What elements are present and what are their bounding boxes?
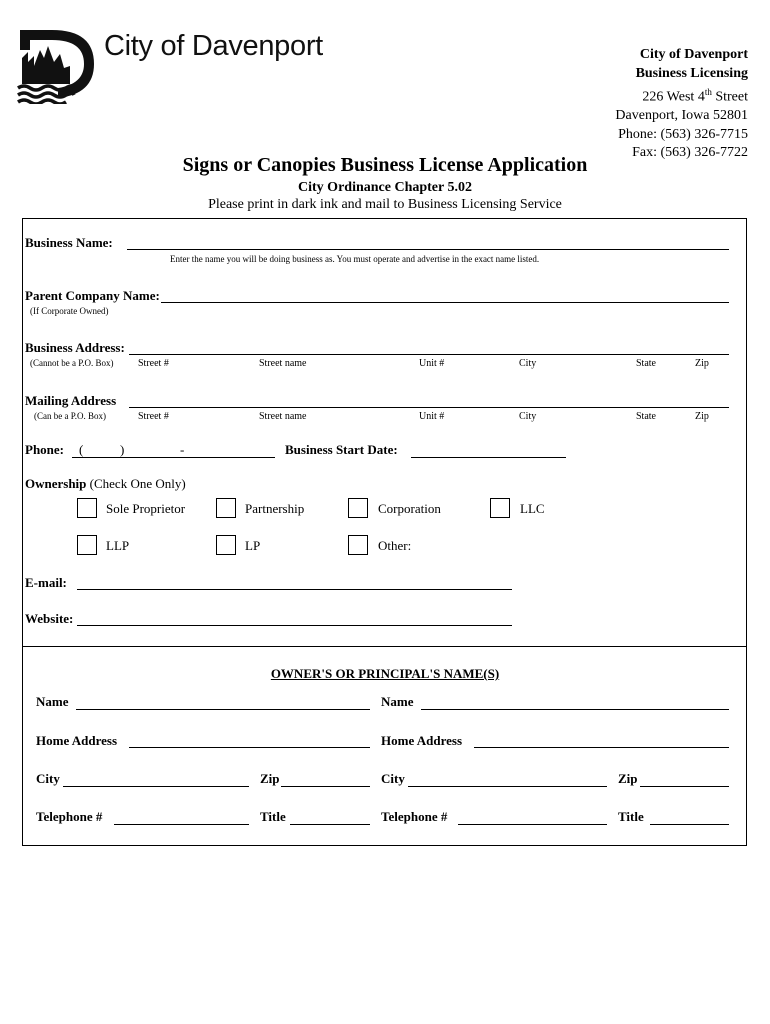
ma-col-street-num: Street # bbox=[138, 411, 169, 422]
ma-col-zip: Zip bbox=[695, 411, 709, 422]
logo-wordmark: City of Davenport bbox=[104, 30, 323, 62]
parent-company-field[interactable] bbox=[161, 302, 729, 303]
owner1-city-field[interactable] bbox=[63, 786, 249, 787]
owner1-name-label: Name bbox=[36, 694, 69, 709]
ordinance-subtitle: City Ordinance Chapter 5.02 bbox=[298, 180, 472, 195]
start-date-field[interactable] bbox=[411, 457, 566, 458]
form-title: Signs or Canopies Business License Application bbox=[182, 154, 588, 176]
option-lp: LP bbox=[245, 538, 261, 553]
business-name-label: Business Name: bbox=[25, 235, 113, 250]
email-field[interactable] bbox=[77, 589, 512, 590]
checkbox-partnership[interactable] bbox=[216, 498, 236, 518]
checkbox-other[interactable] bbox=[348, 535, 368, 555]
city-state-zip: Davenport, Iowa 52801 bbox=[615, 108, 748, 124]
office-address bbox=[615, 46, 748, 163]
owner1-title-label: Title bbox=[260, 809, 286, 824]
mailing-address-hint: (Can be a P.O. Box) bbox=[34, 411, 106, 421]
dept-name: Business Licensing bbox=[635, 65, 748, 81]
start-date-label: Business Start Date: bbox=[285, 442, 398, 457]
owner2-name-label: Name bbox=[381, 694, 414, 709]
website-field[interactable] bbox=[77, 625, 512, 626]
owner1-phone-label: Telephone # bbox=[36, 809, 103, 824]
owner2-address-label: Home Address bbox=[381, 733, 463, 748]
business-address-label: Business Address: bbox=[25, 340, 125, 355]
option-partnership: Partnership bbox=[245, 501, 305, 516]
mail-instructions: Please print in dark ink and mail to Business Licensing Service bbox=[208, 197, 562, 212]
phone-paren-close: ) bbox=[120, 442, 125, 457]
owner2-title-label: Title bbox=[618, 809, 644, 824]
owner1-name-field[interactable] bbox=[76, 709, 370, 710]
davenport-logo-icon bbox=[14, 28, 98, 104]
owner2-title-field[interactable] bbox=[650, 824, 729, 825]
parent-company-hint: (If Corporate Owned) bbox=[30, 306, 109, 316]
checkbox-llc[interactable] bbox=[490, 498, 510, 518]
owners-heading: OWNER'S OR PRINCIPAL'S NAME(S) bbox=[270, 666, 500, 681]
owner1-address-label: Home Address bbox=[36, 733, 118, 748]
phone-label: Phone: bbox=[25, 442, 64, 457]
ownership-heading: Ownership (Check One Only) bbox=[25, 476, 186, 491]
office-fax: Fax: (563) 326-7722 bbox=[632, 145, 748, 161]
ma-col-unit: Unit # bbox=[419, 411, 445, 422]
business-address-field[interactable] bbox=[129, 354, 729, 355]
option-llc: LLC bbox=[520, 501, 545, 516]
email-label: E-mail: bbox=[25, 575, 67, 590]
phone-paren-open: ( bbox=[79, 442, 84, 457]
owner1-address-field[interactable] bbox=[129, 747, 370, 748]
option-sole-proprietor: Sole Proprietor bbox=[106, 501, 186, 516]
owner1-phone-field[interactable] bbox=[114, 824, 249, 825]
owner2-city-field[interactable] bbox=[408, 786, 607, 787]
owner2-address-field[interactable] bbox=[474, 747, 729, 748]
owner2-city-label: City bbox=[381, 771, 405, 786]
ba-col-state: State bbox=[636, 358, 656, 369]
business-name-hint: Enter the name you will be doing business as. You must operate and advertise in the exact name listed. bbox=[170, 254, 540, 264]
phone-dash: - bbox=[180, 442, 185, 457]
org-name: City of Davenport bbox=[639, 47, 748, 62]
ba-col-street-name: Street name bbox=[259, 358, 307, 369]
business-name-field[interactable] bbox=[127, 249, 729, 250]
option-corporation: Corporation bbox=[378, 501, 441, 516]
office-phone: Phone: (563) 326-7715 bbox=[618, 126, 748, 142]
checkbox-lp[interactable] bbox=[216, 535, 236, 555]
ba-col-zip: Zip bbox=[695, 358, 709, 369]
ba-col-unit: Unit # bbox=[419, 358, 445, 369]
parent-company-label: Parent Company Name: bbox=[25, 288, 160, 303]
ma-col-street-name: Street name bbox=[259, 411, 307, 422]
owner2-zip-field[interactable] bbox=[640, 786, 729, 787]
business-info-section bbox=[22, 218, 747, 647]
checkbox-llp[interactable] bbox=[77, 535, 97, 555]
website-label: Website: bbox=[25, 611, 74, 626]
ma-col-city: City bbox=[519, 411, 537, 422]
owner1-city-label: City bbox=[36, 771, 60, 786]
ma-col-state: State bbox=[636, 411, 656, 422]
option-other: Other: bbox=[378, 538, 412, 553]
city-logo bbox=[14, 28, 374, 108]
street-address: 226 West 4th Street bbox=[642, 87, 748, 105]
business-address-hint: (Cannot be a P.O. Box) bbox=[30, 358, 114, 368]
owner1-title-field[interactable] bbox=[290, 824, 370, 825]
owner2-phone-field[interactable] bbox=[458, 824, 607, 825]
mailing-address-field[interactable] bbox=[129, 407, 729, 408]
owner1-zip-label: Zip bbox=[260, 771, 280, 786]
mailing-address-label: Mailing Address bbox=[25, 393, 117, 408]
owner1-zip-field[interactable] bbox=[281, 786, 370, 787]
owner2-name-field[interactable] bbox=[421, 709, 729, 710]
option-llp: LLP bbox=[106, 538, 130, 553]
owner2-phone-label: Telephone # bbox=[381, 809, 448, 824]
ba-col-city: City bbox=[519, 358, 537, 369]
checkbox-corporation[interactable] bbox=[348, 498, 368, 518]
checkbox-sole-proprietor[interactable] bbox=[77, 498, 97, 518]
ba-col-street-num: Street # bbox=[138, 358, 169, 369]
owner2-zip-label: Zip bbox=[618, 771, 638, 786]
phone-field[interactable] bbox=[72, 457, 275, 458]
